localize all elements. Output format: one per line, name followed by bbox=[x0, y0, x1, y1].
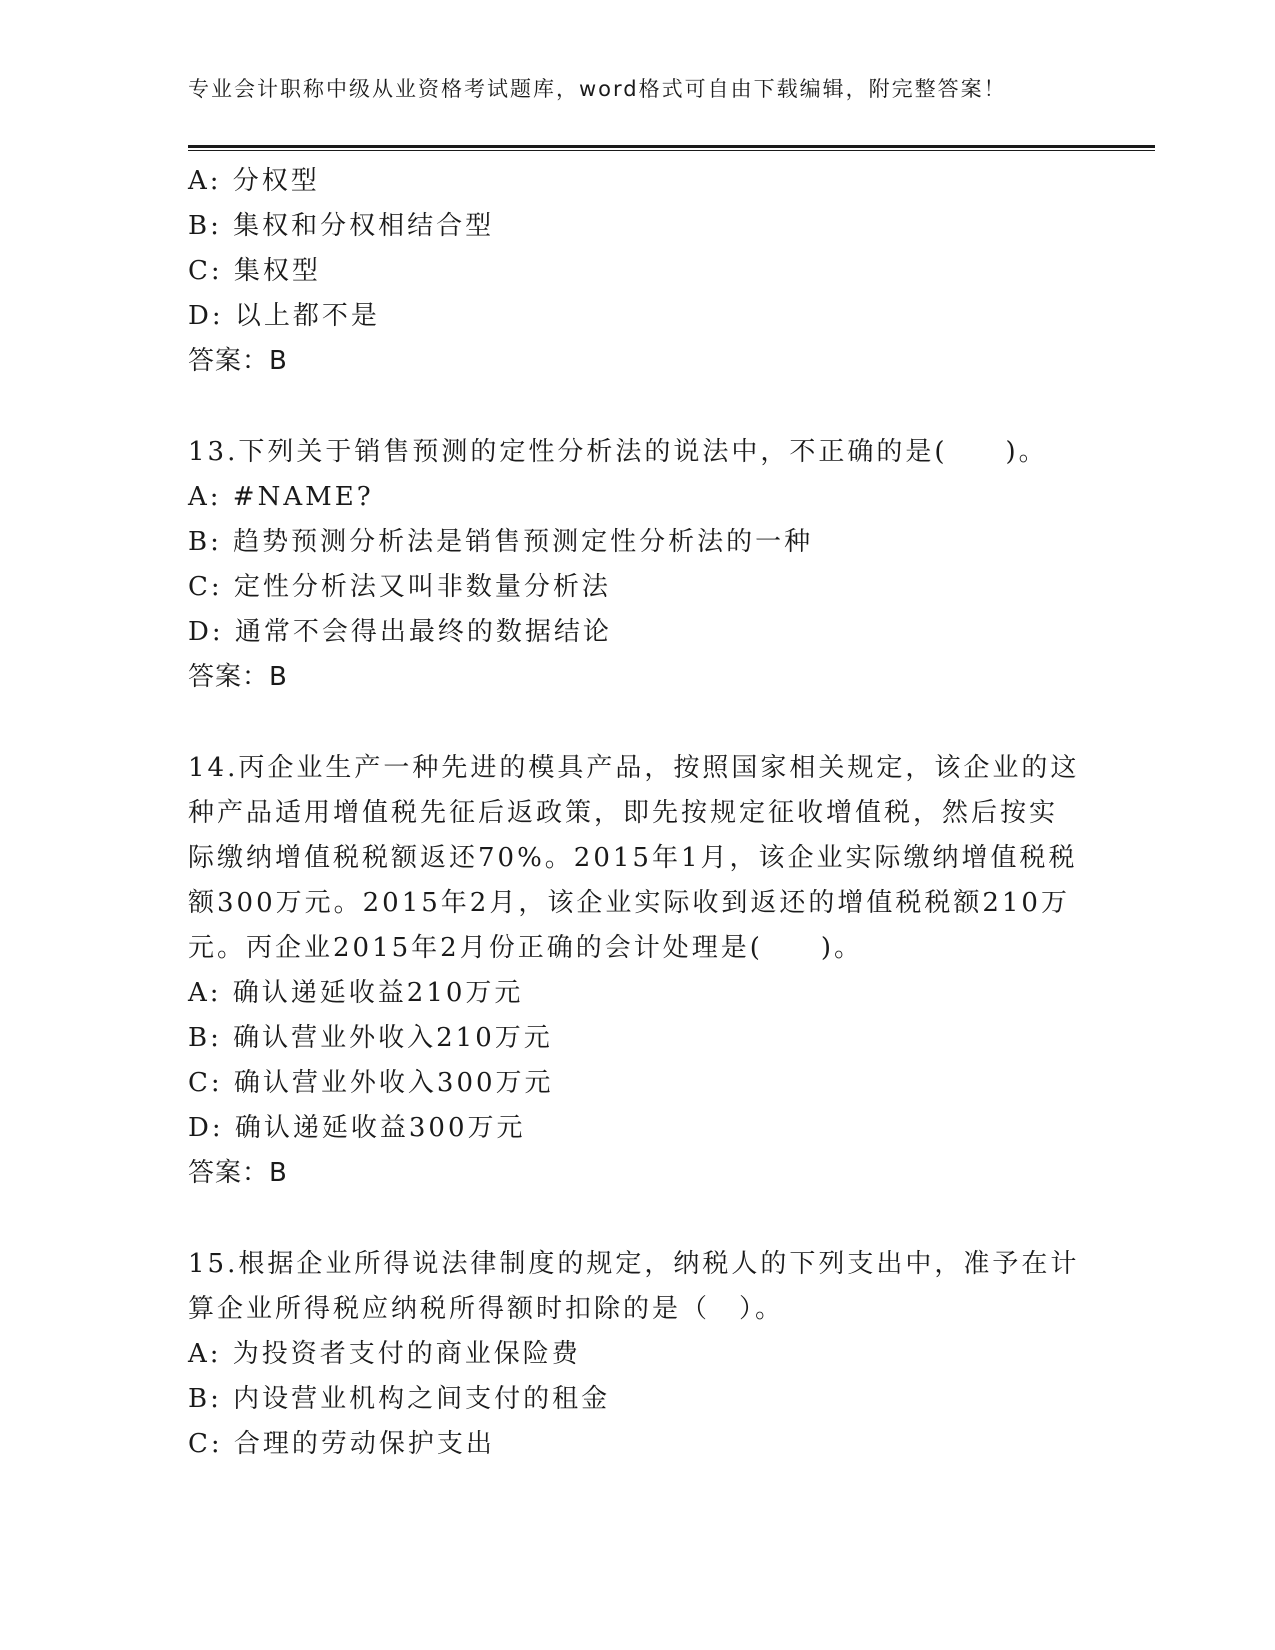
option-b: B: 确认营业外收入210万元 bbox=[188, 1023, 553, 1053]
option-c: C: 集权型 bbox=[188, 256, 321, 286]
option-a: A: 分权型 bbox=[188, 166, 320, 196]
question-stem-line: 15.根据企业所得说法律制度的规定，纳税人的下列支出中，准予在计 bbox=[188, 1249, 1080, 1279]
question-stem-line: 际缴纳增值税税额返还70%。2015年1月，该企业实际缴纳增值税税 bbox=[188, 843, 1078, 873]
question-15 bbox=[188, 1242, 1088, 1467]
question-stem bbox=[188, 430, 1088, 475]
question-stem-line: 算企业所得税应纳税所得额时扣除的是（ ）。 bbox=[188, 1294, 785, 1324]
option-b: B: 内设营业机构之间支付的租金 bbox=[188, 1384, 611, 1414]
answer-line: 答案：B bbox=[188, 346, 288, 376]
question-stem bbox=[188, 746, 1088, 971]
question-stem-line: 元。丙企业2015年2月份正确的会计处理是( )。 bbox=[188, 933, 863, 963]
question-stem-line: 13.下列关于销售预测的定性分析法的说法中，不正确的是( )。 bbox=[188, 437, 1048, 467]
question-stem bbox=[188, 1242, 1088, 1332]
question-content bbox=[188, 159, 1088, 1467]
partial-question bbox=[188, 159, 1088, 384]
option-d: D: 通常不会得出最终的数据结论 bbox=[188, 617, 612, 647]
option-c: C: 合理的劳动保护支出 bbox=[188, 1429, 495, 1459]
option-c: C: 确认营业外收入300万元 bbox=[188, 1068, 554, 1098]
option-a: A: 确认递延收益210万元 bbox=[188, 978, 524, 1008]
option-d: D: 以上都不是 bbox=[188, 301, 380, 331]
question-14 bbox=[188, 746, 1088, 1196]
question-stem-line: 14.丙企业生产一种先进的模具产品，按照国家相关规定，该企业的这 bbox=[188, 753, 1080, 783]
page-header: 专业会计职称中级从业资格考试题库，word格式可自由下载编辑，附完整答案！ bbox=[188, 77, 1007, 101]
option-d: D: 确认递延收益300万元 bbox=[188, 1113, 526, 1143]
option-b: B: 集权和分权相结合型 bbox=[188, 211, 495, 241]
question-13 bbox=[188, 430, 1088, 700]
header-rule bbox=[188, 145, 1155, 148]
answer-line: 答案：B bbox=[188, 1158, 288, 1188]
answer-line: 答案：B bbox=[188, 662, 288, 692]
option-a: A: #NAME? bbox=[188, 482, 374, 512]
question-stem-line: 种产品适用增值税先征后返政策，即先按规定征收增值税，然后按实 bbox=[188, 798, 1059, 828]
option-c: C: 定性分析法又叫非数量分析法 bbox=[188, 572, 611, 602]
question-stem-line: 额300万元。2015年2月，该企业实际收到返还的增值税税额210万 bbox=[188, 888, 1070, 918]
option-b: B: 趋势预测分析法是销售预测定性分析法的一种 bbox=[188, 527, 814, 557]
header-rule-thin bbox=[188, 150, 1155, 151]
option-a: A: 为投资者支付的商业保险费 bbox=[188, 1339, 581, 1369]
